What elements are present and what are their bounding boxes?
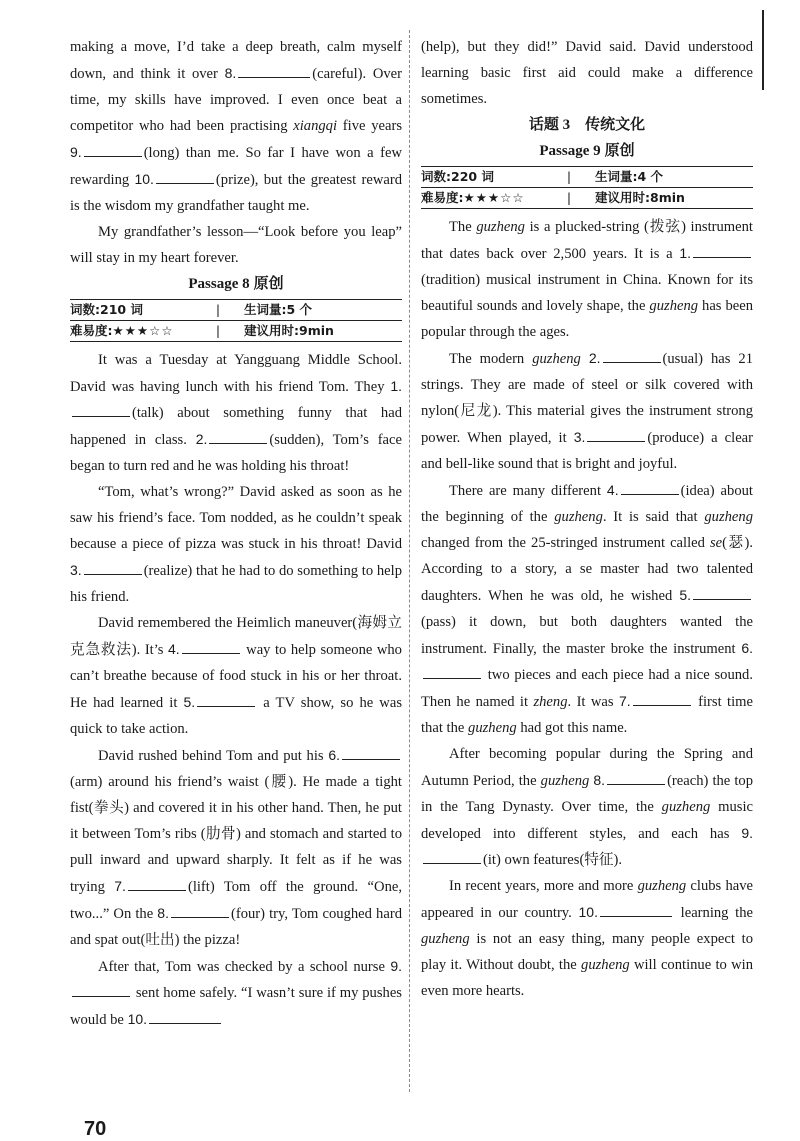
- text: (four) try, Tom coughed hard and spat out(吐出) the pizza!: [70, 906, 402, 948]
- answer-blank[interactable]: [342, 745, 400, 760]
- text: (pass) it down, but both daughters wanted the instrument. Finally, the master broke the instrument: [421, 614, 753, 657]
- page-number: 70: [84, 1118, 107, 1140]
- text: (sudden), Tom’s face began to turn red and he was holding his throat!: [70, 432, 402, 474]
- separator: |: [215, 302, 221, 317]
- answer-blank[interactable]: [693, 243, 751, 258]
- blank-number: 1.: [390, 378, 402, 394]
- italic-term: xiangqi: [293, 118, 338, 134]
- text: first time that the: [421, 694, 753, 736]
- blank-number: 4.: [606, 482, 619, 498]
- answer-blank[interactable]: [423, 664, 481, 679]
- blank-number: 6.: [741, 640, 753, 656]
- text: David rushed behind Tom and put his: [98, 748, 329, 764]
- blank-number: 5.: [679, 587, 691, 603]
- text: is a plucked-string (拨弦) instrument that dates back over 2,500 years. It is a: [421, 219, 753, 262]
- answer-blank[interactable]: [72, 982, 130, 997]
- word-count: 词数:220 词: [421, 169, 494, 184]
- text: (long) than me. So far I have won a few rewarding: [70, 145, 402, 188]
- italic-term: zheng: [533, 694, 568, 710]
- text: . It was: [567, 694, 620, 710]
- page-edge-mark: [762, 10, 764, 90]
- answer-blank[interactable]: [603, 348, 661, 363]
- blank-number: 8.: [593, 772, 606, 788]
- p8-paragraph-3: [70, 610, 402, 742]
- blank-number: 9.: [741, 825, 753, 841]
- meta-row: [70, 299, 402, 321]
- difficulty: [421, 188, 549, 208]
- text: In recent years, more and more: [449, 878, 638, 894]
- answer-blank[interactable]: [149, 1009, 221, 1024]
- text: David remembered the Heimlich maneuver(海姆立克急救法). It’s: [70, 615, 402, 658]
- separator: |: [566, 169, 572, 184]
- passage9-meta: [421, 166, 753, 209]
- new-words: 生词量:4 个: [595, 169, 664, 184]
- blank-number: 9.: [70, 144, 82, 160]
- text: (produce) a clear and bell-like sound that is bright and joyful.: [421, 430, 754, 472]
- passage8-end-paragraph: (help), but they did!” David said. David understood learning basic first aid could make a difference sometimes.: [421, 39, 753, 107]
- blank-number: 1.: [679, 245, 691, 261]
- answer-blank[interactable]: [182, 639, 240, 654]
- lesson-paragraph: My grandfather’s lesson—“Look before you leap” will stay in my heart forever.: [70, 224, 402, 266]
- text: The: [449, 219, 477, 235]
- text: changed from the 25-stringed instrument called: [421, 535, 710, 551]
- answer-blank[interactable]: [693, 585, 751, 600]
- separator: |: [566, 190, 572, 205]
- text: a TV show, so he was quick to take action.: [70, 695, 402, 737]
- p9-paragraph-1: [421, 214, 753, 345]
- passage7-end-paragraph: [70, 34, 402, 219]
- difficulty: [70, 321, 198, 341]
- passage-title: Passage 8: [188, 276, 250, 292]
- answer-blank[interactable]: [600, 902, 672, 917]
- answer-blank[interactable]: [72, 402, 130, 417]
- italic-term: guzheng: [554, 509, 603, 525]
- p9-paragraph-5: [421, 873, 753, 1004]
- italic-term: guzheng: [421, 931, 470, 947]
- text: There are many different: [449, 483, 607, 499]
- text: (tradition) musical instrument in China. Known for its beautiful sounds and lovely shape, the: [421, 272, 753, 314]
- passage9-heading: [421, 138, 753, 164]
- text: sent home safely. “I wasn’t sure if my pushes would be: [70, 985, 402, 1028]
- text: It was a Tuesday at Yangguang Middle School. David was having lunch with his friend Tom. They: [70, 352, 402, 395]
- text: two pieces and each piece had a nice sound. Then he named it: [421, 667, 753, 710]
- answer-blank[interactable]: [209, 429, 267, 444]
- text: (realize) that he had to do something to help his friend.: [70, 563, 402, 605]
- meta-row: [421, 188, 753, 209]
- blank-number: 8.: [224, 65, 237, 81]
- p9-paragraph-4: [421, 741, 753, 873]
- text: making a move, I’d take a deep breath, calm myself down, and think it over: [70, 39, 402, 82]
- text: . It is said that: [602, 509, 705, 525]
- blank-number: 2.: [195, 431, 208, 447]
- text: (lift) Tom off the ground. “One, two...” On the: [70, 879, 402, 922]
- topic-heading: 话题 3 传统文化: [528, 117, 646, 133]
- blank-number: 7.: [114, 878, 126, 894]
- p8-paragraph-1: [70, 347, 402, 479]
- text: “Tom, what’s wrong?” David asked as soon as he saw his friend’s face. Tom nodded, as he couldn’t speak because a piece of pizza was stuck in his throat! David: [70, 484, 402, 552]
- word-count: 词数:210 词: [70, 302, 143, 317]
- italic-term: guzheng: [704, 509, 754, 525]
- answer-blank[interactable]: [621, 480, 679, 495]
- blank-number: 6.: [328, 747, 340, 763]
- answer-blank[interactable]: [156, 169, 214, 184]
- meta-row: [70, 321, 402, 342]
- blank-number: 8.: [157, 905, 169, 921]
- left-column: [70, 34, 402, 1033]
- text: way to help someone who can’t breathe because of food stuck in his or her throat. He had learned it: [70, 642, 402, 711]
- difficulty-label: 难易度:: [421, 190, 464, 205]
- star-icon: ★★★☆☆: [463, 190, 525, 205]
- answer-blank[interactable]: [84, 142, 142, 157]
- italic-term: se: [710, 535, 723, 551]
- text: (careful). Over time, my skills have improved. I even once beat a competitor who had been practising: [70, 66, 402, 134]
- text: (arm) around his friend’s waist (腰). He made a tight fist(拳头) and covered it in his other hand. Then, he put it between Tom’s ribs (肋骨) and stomach and started to pull inward and upward sharply. It felt as if he was trying: [70, 774, 402, 895]
- answer-blank[interactable]: [423, 849, 481, 864]
- new-words: 生词量:5 个: [244, 302, 313, 317]
- blank-number: 9.: [390, 958, 402, 974]
- column-divider: [409, 30, 410, 1092]
- text: five years: [337, 118, 402, 134]
- answer-blank[interactable]: [128, 876, 186, 891]
- text: (prize), but the greatest reward is the wisdom my grandfather taught me.: [70, 172, 402, 214]
- blank-number: 10.: [134, 171, 154, 187]
- difficulty-label: 难易度:: [70, 323, 113, 338]
- text: After becoming popular during the Spring and Autumn Period, the: [421, 746, 753, 789]
- passage8-heading: [70, 271, 402, 297]
- italic-term: guzheng: [468, 720, 517, 736]
- answer-blank[interactable]: [238, 63, 310, 78]
- p8-paragraph-4: [70, 742, 402, 953]
- text: After that, Tom was checked by a school nurse: [98, 959, 391, 975]
- text: The modern: [449, 351, 533, 367]
- p9-paragraph-3: [421, 477, 753, 741]
- italic-term: guzheng: [661, 799, 711, 815]
- answer-blank[interactable]: [607, 770, 665, 785]
- p8-paragraph-5: [70, 953, 402, 1033]
- answer-blank[interactable]: [197, 692, 255, 707]
- blank-number: 5.: [183, 694, 196, 710]
- blank-number: 4.: [167, 641, 180, 657]
- suggested-time: 建议用时:8min: [595, 190, 685, 205]
- italic-term: guzheng: [649, 298, 699, 314]
- blank-number: 2.: [588, 350, 601, 366]
- text: clubs have appeared in our country.: [421, 878, 753, 921]
- text: (talk) about something funny that had happened in class.: [70, 405, 402, 448]
- passage-tag: 原创: [604, 143, 635, 159]
- right-column: [421, 34, 753, 1004]
- answer-blank[interactable]: [171, 903, 229, 918]
- text: (reach) the top in the Tang Dynasty. Over time, the: [421, 773, 753, 815]
- text: (瑟). According to a story, a se master had two talented daughters. When he was old, he wished: [421, 535, 753, 604]
- blank-number: 3.: [70, 562, 82, 578]
- text: is not an easy thing, many people expect to play it. Without doubt, the: [421, 931, 753, 973]
- star-icon: ★★★☆☆: [112, 323, 174, 338]
- blank-number: 10.: [127, 1011, 148, 1027]
- text: (it) own features(特征).: [483, 852, 622, 868]
- passage-tag: 原创: [253, 276, 284, 292]
- italic-term: guzheng: [532, 351, 581, 367]
- meta-row: [421, 166, 753, 188]
- italic-term: guzheng: [540, 773, 590, 789]
- answer-blank[interactable]: [633, 691, 691, 706]
- text: will continue to win even more hearts.: [421, 957, 754, 999]
- text: music developed into different styles, and each has: [421, 799, 753, 842]
- blank-number: 3.: [573, 429, 586, 445]
- italic-term: guzheng: [476, 219, 525, 235]
- text: had got this name.: [516, 720, 628, 736]
- text: (idea) about the beginning of the: [421, 483, 753, 525]
- blank-number: 10.: [578, 904, 598, 920]
- text: has been popular through the ages.: [421, 298, 753, 340]
- italic-term: guzheng: [581, 957, 630, 973]
- separator: |: [215, 323, 221, 338]
- text: learning the: [673, 905, 753, 921]
- answer-blank[interactable]: [587, 427, 645, 442]
- blank-number: 7.: [619, 693, 631, 709]
- p9-paragraph-2: [421, 345, 753, 477]
- passage-title: Passage 9: [539, 143, 601, 159]
- answer-blank[interactable]: [84, 560, 142, 575]
- p8-paragraph-2: [70, 479, 402, 610]
- passage8-meta: [70, 299, 402, 342]
- italic-term: guzheng: [637, 878, 687, 894]
- text: (usual) has 21 strings. They are made of steel or silk covered with nylon(尼龙). This material gives the instrument strong power. When played, it: [421, 351, 753, 446]
- suggested-time: 建议用时:9min: [244, 323, 334, 338]
